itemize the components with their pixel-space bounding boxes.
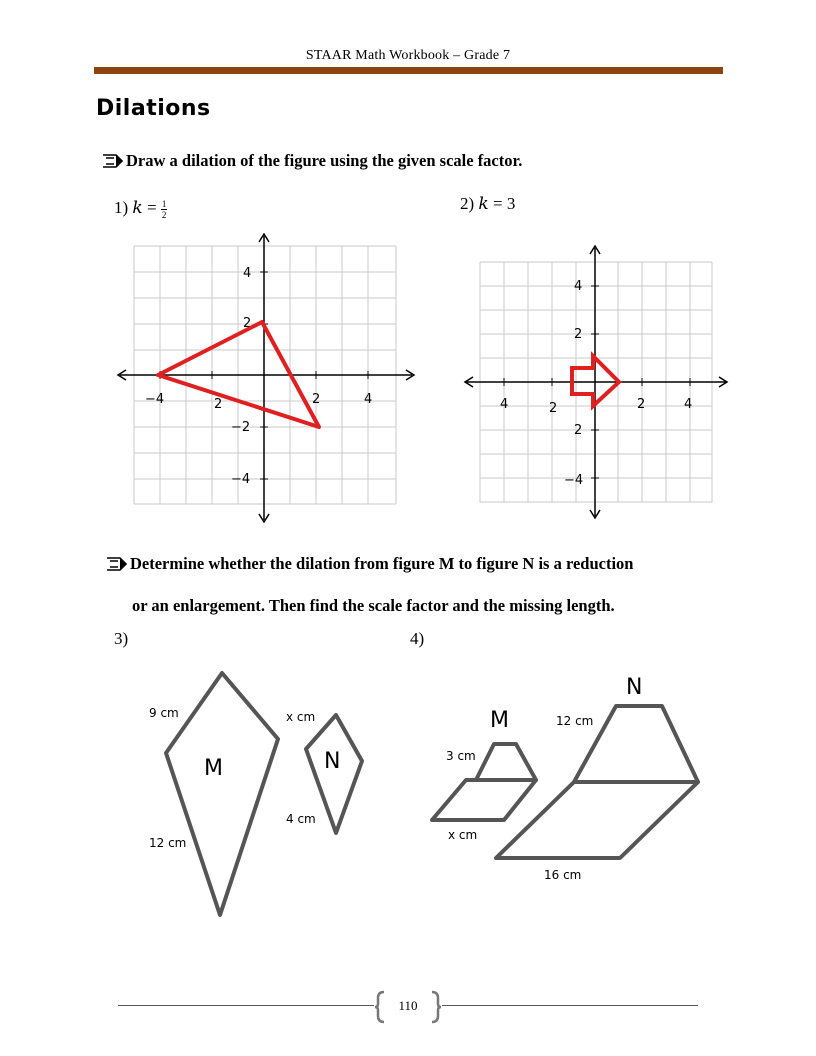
length-label: 12 cm — [149, 836, 187, 850]
y-tick-label: 2 — [574, 423, 583, 438]
pencil-icon — [106, 556, 128, 572]
problem4-number: 4) — [410, 629, 425, 648]
x-tick-label: 4 — [500, 397, 509, 412]
section2-instruction-line1: Determine whether the dilation from figure M to figure N is a reduction — [130, 554, 634, 573]
y-tick-label: 4 — [574, 279, 583, 294]
figure-label-m: M — [204, 756, 223, 781]
figure-label-n: N — [324, 749, 341, 774]
problem1-fraction — [161, 199, 168, 220]
problem3-figures — [140, 665, 380, 925]
x-tick-label: 4 — [364, 392, 373, 407]
y-tick-label: 2 — [243, 316, 252, 331]
section2-instruction — [106, 554, 633, 574]
x-tick-label: 2 — [214, 397, 223, 412]
y-tick-label: −4 — [231, 472, 251, 487]
length-label: 3 cm — [446, 749, 476, 763]
x-tick-label: 4 — [684, 397, 693, 412]
problem1-variable: k — [132, 198, 143, 218]
problem2-value: 3 — [506, 194, 516, 213]
y-tick-label: 4 — [243, 266, 252, 281]
parallelogram-m — [432, 780, 536, 820]
x-tick-label: −4 — [145, 392, 165, 407]
kite-m — [166, 673, 278, 915]
figure-label-m: M — [490, 708, 509, 733]
problem4-figures — [420, 670, 720, 890]
y-tick-label: −2 — [231, 420, 251, 435]
page-number: 110 — [398, 998, 418, 1013]
x-tick-label: 2 — [312, 392, 321, 407]
length-label: x cm — [448, 828, 478, 842]
workbook-header: STAAR Math Workbook – Grade 7 — [305, 48, 511, 63]
page-title: Dilations — [96, 96, 211, 121]
fraction-numerator: 1 — [161, 198, 167, 209]
coordinate-grid-1 — [112, 232, 422, 524]
trapezoid-m-top — [476, 744, 536, 780]
problem2-label — [460, 194, 515, 214]
problem2-number: 2) — [460, 194, 475, 213]
problem2-variable: k — [478, 194, 489, 214]
length-label: 12 cm — [556, 714, 594, 728]
problem1-number: 1) — [114, 198, 129, 217]
y-tick-label: 2 — [574, 327, 583, 342]
x-tick-label: 2 — [549, 401, 558, 416]
coordinate-grid-2 — [462, 244, 732, 522]
section2-instruction-line2: or an enlargement. Then find the scale factor and the missing length. — [132, 596, 615, 615]
x-tick-label: 2 — [637, 397, 646, 412]
length-label: 9 cm — [149, 706, 179, 720]
y-tick-label: −4 — [564, 473, 584, 488]
section1-instruction-text: Draw a dilation of the figure using the given scale factor. — [126, 151, 523, 170]
fraction-denominator: 2 — [161, 209, 167, 220]
problem2-equals: = — [492, 194, 503, 213]
problem1-label — [114, 198, 167, 220]
problem1-equals: = — [146, 198, 157, 217]
length-label: x cm — [286, 710, 316, 724]
length-label: 4 cm — [286, 812, 316, 826]
length-label: 16 cm — [544, 868, 582, 882]
figure-label-n: N — [626, 675, 643, 700]
section1-instruction — [102, 151, 522, 171]
problem3-number: 3) — [114, 629, 129, 648]
header-rule — [94, 67, 723, 74]
pencil-icon — [102, 153, 124, 169]
